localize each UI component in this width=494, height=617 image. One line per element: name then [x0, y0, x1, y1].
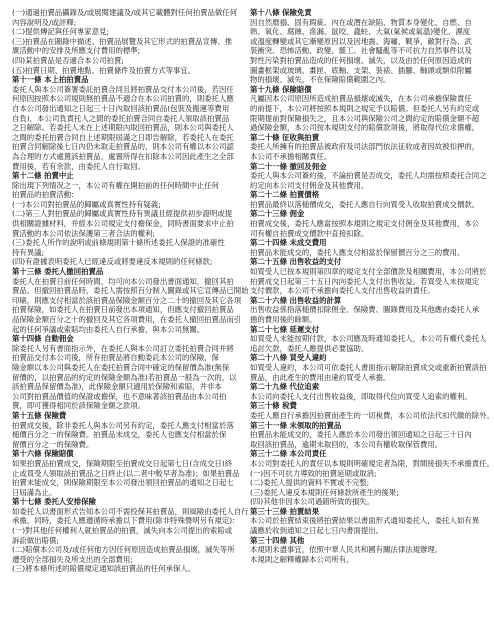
body-text-line: 本規則未盡事宜，依照中華人民共和國有關法律法規辦理。	[250, 545, 443, 555]
body-text-line: 賣品，由此產生的費用由違約買受人承擔。	[250, 372, 391, 382]
body-text-line: 槌價百分之一的保險費。拍賣品未成交，委托人也應支付相當於保	[12, 430, 227, 440]
article-heading: 第二十八條 買受人違約	[250, 353, 327, 363]
body-text-line: 本公司於拍賣結束後將拍賣結果以書面形式通知委托人，委托人如有異	[250, 516, 480, 526]
article-heading: 第三十一條 未領取的拍賣品	[250, 420, 342, 430]
article-heading: 第二十四條 未成交費用	[250, 238, 327, 248]
article-heading: 第三十二條 本公司責任	[250, 449, 327, 459]
body-text-line: 本公司向委托人支付出售收益後，即取得代位向買受人追索的權利。	[250, 391, 472, 401]
body-text-line: 議應於收到通知之日起七日內書面提出。	[250, 526, 384, 536]
body-text-line: 留價的，以拍賣品的約定的保險金額為准)若拍賣品一般為一次的，以	[12, 372, 237, 382]
left-text-column	[12, 8, 249, 574]
body-text-line: 圖畫框架或玻璃、畫匣、底軸、支架、裝裱、插腳、軸頭或類似附屬	[250, 65, 472, 75]
body-text-line: 限期提前對保險損失之，且本公司與保險公司之間約定的賠償金額不超	[250, 113, 480, 123]
body-text-line: 委托人與本公司簽署委託拍賣合同且將拍賣品交付本公司後，若因任	[12, 84, 234, 94]
body-text-line: 持有異議;	[12, 247, 45, 257]
body-text-line: 因自然磨損、固有瑕疵、內在或潛在缺陷、物質本身變化、自燃、自	[250, 17, 472, 27]
body-text-line: 拍賣品最終以落槌價成交，委托人應自行向買受人收取拍賣成交價款。	[250, 199, 480, 209]
article-heading: 第三十四條 其他	[250, 535, 305, 545]
body-text-line: 拍賣保險，如委托人在拍賣日前發出本項通知，但應支付撤回拍賣品	[12, 305, 234, 315]
body-text-line: 拍賣品未能成交的，委托人應支付相當於保留價百分之三的費用。	[250, 247, 465, 257]
body-text-line: (二)提供傳記與任何專家意見;	[12, 27, 109, 37]
body-text-line: 品保險金額百分之十的撤回及其它各項費用，在委托人撤回拍賣品而引	[12, 315, 242, 324]
body-text-line: 險金額以本公司與委托人在委托拍賣合同中確定的保留價為准(無保	[12, 362, 230, 372]
article-heading: 第二十七條 延遲支付	[250, 324, 320, 334]
body-text-line: 裝衝突、恐怖活動、政變、罷工、社會騷亂等不可抗力自然事件以及	[250, 46, 472, 56]
article-heading: 第三十條 稅費	[250, 401, 297, 411]
body-text-line: 拍賣品的拍賣活動:	[12, 190, 74, 200]
body-text-line: 遭受的全部損失及所支出的全部費用;	[12, 554, 133, 564]
body-text-line: 凡屬因本公司原因所造成拍賣品損壞或滅失，在本公司承擔保險責任	[250, 94, 472, 104]
body-text-line: 物的損壞、滅失，不在保險賠償範圍之內。	[250, 75, 391, 85]
body-text-line: (二)委托人提供的資料不實或不完整;	[250, 478, 370, 488]
article-heading: 第二十一條 撤回及佣金	[250, 161, 327, 171]
article-heading: 第十二條 拍賣中止	[12, 171, 74, 181]
body-text-line: 過保險金額，本公司按本規則支付的賠償款項後，將取得代位求償權。	[250, 123, 480, 133]
article-heading: 第二十九條 代位追索	[250, 382, 320, 392]
body-text-line: 委托人與本公司簽約後，不論拍賣是否成交，委托人均需按照委托合同之	[250, 171, 487, 181]
body-text-line: 承擔，同時，委托人應遵循時承擔以下費用(除非特殊聲明另有規定):	[12, 516, 235, 526]
article-heading: 第二十六條 出售收益的計算	[250, 295, 342, 305]
body-text-line: (一)本公司對拍賣品的歸屬或真實性持有疑義;	[12, 199, 161, 209]
body-text-line: (五)拍賣日期、拍賣地點、拍賣條件及拍賣方式等事宜。	[12, 65, 196, 75]
body-text-line: 拍賣品交付本公司後，所有拍賣品將自動委託本公司的保險，保	[12, 353, 219, 363]
body-text-line: 本公司對委托人的責任以本規則明確規定者為限，對間接損失不承擔責任。	[250, 458, 494, 468]
body-text-line: 的前提下，本公司將按照本規則之規定予以賠償。但委托人另有約定或	[250, 103, 480, 113]
body-text-line: (二)第三人對拍賣品的歸屬或真實性持有異議且經提供初步證明或提	[12, 209, 233, 219]
article-heading: 第十一條 本上拍拍賣品	[12, 75, 89, 85]
body-text-line: 取回該拍賣品，逾期未取回的，本公司有權收取保管費用。	[250, 439, 443, 449]
body-text-line: 委托人應自行承擔因拍賣而產生的一切稅費，本公司依法代扣代繳的除外。	[250, 410, 494, 420]
body-text-line: 如果拍賣品拍賣成交，保險期限至拍賣成交日起第七日(含成交日)終	[12, 458, 233, 468]
body-text-line: 留價百分之一的保險費。	[12, 439, 94, 449]
body-text-line: (四)某拍賣品是否適合本公司拍賣;	[12, 55, 124, 65]
article-heading: 第二十二條 拍賣價格	[250, 190, 320, 200]
body-text-line: (二)賠償本公司及/或任何他方因任何原因造成拍賣品損壞，滅失等所	[12, 545, 235, 555]
body-text-line: 委托人在拍賣日前任何時間，均可向本公司發出書面通知，撤回其拍	[12, 276, 234, 286]
article-heading: 第十七條 委托人安排保險	[12, 497, 96, 507]
body-text-line: 日屆滿為止。	[12, 487, 57, 497]
body-text-line: (三)將本條所述的賠償規定通知該拍賣品的任何承保人。	[12, 564, 196, 574]
body-text-line: 或溫度轉變或其它漸變原因以及因地震、海嘯、戰爭、敵對行為、武	[250, 36, 472, 46]
body-text-line: (四)有證據表明委托人已經違反或將要違反本規則的任何條款;	[12, 257, 213, 267]
body-text-line: 拍賣成交後，除非委托人與本公司另有約定，委托人應支付相當於落	[12, 420, 234, 430]
body-text-line: 如買受人已按本規則第四章的規定支付全部價款及相關費用，本公司將於	[250, 267, 487, 277]
right-text-column	[250, 8, 494, 564]
body-text-line: 之間的委托拍賣合同自上述期限屆滿之日即告解除，若委托人在委托	[12, 132, 234, 142]
body-text-line: 之日解除。若委托人未在上述期限內取回拍賣品，則本公司與委托人	[12, 123, 234, 133]
body-text-line: 該拍賣品保留價為准)，此保險金額只適用於保險和索賠，并非本	[12, 382, 222, 392]
body-text-line: 追討欠款，委托人應提供必要協助。	[250, 343, 369, 353]
body-text-line: 印刷，則應支付相當於該拍賣品保險金額百分之二十的撤回及其它各項	[12, 295, 242, 305]
body-text-line: 賣品。但撤回拍賣品時，委托人需按照百分制入圖錄或其它宣傳品已開始	[12, 286, 249, 296]
body-text-line: 供相關證據材料，并經本公司規定支付擔保金，同時書面要求中止拍	[12, 219, 234, 229]
body-text-line: (四)其他非因本公司過錯所致的損失。	[250, 497, 375, 507]
body-text-line: 拍賣合同解除後七日內仍未取走拍賣品的，則本公司有權以本公司認	[12, 142, 234, 152]
body-text-line: 訴訟做出賠償;	[12, 535, 59, 545]
body-text-line: 委托人所擁有的拍賣品被政府及司法部門依法征收或者因故被扣押的，	[250, 142, 480, 152]
body-text-line: 熱、氧化、腐蝕、滲漏、鼠咬、蟲蛀、大氣(氣候或氣溫)變化、濕度	[250, 27, 471, 37]
body-text-line: 如委托人以書面形式告知本公司不需投保其拍賣品，則風險由委托人自行	[12, 506, 249, 516]
body-text-line: 內容說明及/或評釋;	[12, 17, 77, 27]
article-heading: 第三十三條 拍賣結果	[250, 506, 320, 516]
body-text-line: (一)通過拍賣品攝錄及/或展閱建議及/或其它載體對任何拍賣品做任何	[12, 8, 238, 17]
body-text-line: 約定向本公司支付佣金及其他費用。	[250, 180, 369, 190]
body-text-line: 拍賣成交日起第三十五日內向委托人支付出售收益。若買受人未按規定	[250, 276, 480, 286]
body-text-line: 除委托人另有書面指示外，在委托人與本公司訂立委托拍賣合同并將	[12, 343, 234, 353]
body-text-line: 拍賣成交後，委托人應當按照本規則之規定支付佣金及其他費用，本公	[250, 219, 480, 229]
article-heading: 第十六條 保險賠償	[12, 449, 74, 459]
body-text-line: 拍賣品未能成交的，委托人應於本公司發出領回通知之日起三十日內	[250, 430, 472, 440]
body-text-line: (一)對其他任何權利人就拍賣品的拍賣，滅失向本公司提出的索賠或	[12, 526, 233, 536]
body-text-line: (三)委托人違反本規則任何條款所產生的後果;	[250, 487, 399, 497]
body-text-line: 除出現下列情况之一，本公司有權在開拍前的任何時間中止任何	[12, 180, 219, 190]
body-text-line: 司有權自拍賣成交價款中直接扣除。	[250, 228, 369, 238]
article-heading: 第十三條 委托人撤回拍賣品	[12, 267, 104, 277]
body-text-line: 公司對拍賣品價值的保證或擔保，也不意味著該拍賣品由本公司拍	[12, 391, 227, 401]
body-text-line: 止或買受人領取該拍賣品之日終止(以二者中較早者為准)；如果拍賣品	[12, 468, 240, 478]
body-text-line: 自本公司發出通知之日起三十日內取回該拍賣品(包裝及搬運等費用	[12, 103, 230, 113]
body-text-line: (三)委托人所作的說明或前條規則第十條所述委托人保證的准確性	[12, 238, 225, 248]
article-heading: 第二十條 征收與拍賣	[250, 132, 320, 142]
article-heading: 第十八條 保險免責	[250, 8, 312, 17]
article-heading: 第十五條 保險費	[12, 410, 67, 420]
body-text-line: 本規則之解釋權歸本公司所有。	[250, 554, 354, 564]
body-text-line: (一)因不可抗力導致的拍賣延期或取消;	[250, 468, 377, 478]
body-text-line: 起的任何爭議或索賠均由委托人自行承擔，與本公司無關。	[12, 324, 205, 334]
body-text-line: 廣活動中的安排及所應支付費用的標準;	[12, 46, 141, 56]
body-text-line: 賣活動的本公司依法保護第三者合法的權利;	[12, 228, 155, 238]
body-text-line: 拍賣未能成交，則保險期限至本公司發出領回拍賣品的通知之日起七	[12, 478, 234, 488]
body-text-line: 本公司不承擔相關責任。	[250, 151, 332, 161]
article-heading: 第十四條 自動佣金	[12, 334, 74, 344]
body-text-line: (三)拍賣品在圖錄中描述、拍賣品展覽及其它形式的拍賣品宣傳、推	[12, 36, 233, 46]
body-text-line: 費用後，若有余款，由委托人自行取回。	[12, 161, 146, 171]
body-text-line: 支付價款，本公司不承擔向委托人支付出售收益的責任。	[250, 286, 435, 296]
body-text-line: 出售收益係指落槌價扣除佣金、保險費、圖錄費用及其他應由委托人承	[250, 305, 480, 315]
body-text-line: 擔的費用後的餘額。	[250, 315, 317, 324]
article-heading: 第二十三條 佣金	[250, 209, 305, 219]
body-text-line: 如買受人違約，本公司可依委托人書面指示解除拍賣成交或重新拍賣該拍	[250, 362, 487, 372]
body-text-line: 賣，即可獲得相同於該保險金額之款項。	[12, 401, 146, 411]
body-text-line: 自負)，本公司負責托人之間的委托拍賣合同自委托人領取該拍賣品	[12, 113, 230, 123]
article-heading: 第二十五條 出售收益的支付	[250, 257, 342, 267]
body-text-line: 對性污染對拍賣品造成的任何損壞、滅失，以及由於任何原因造成的	[250, 55, 472, 65]
body-text-line: 何原因按照本公司規則無拍賣品不適合在本公司拍賣的，則委托人應	[12, 94, 234, 104]
article-heading: 第十九條 保險賠償	[250, 84, 312, 94]
body-text-line: 為合理的方式處置該拍賣品，處置所得在扣除本公司因此產生之全部	[12, 151, 234, 161]
body-text-line: 如買受人未能按期付款，本公司應及時通知委托人，本公司有權代委托人	[250, 334, 487, 344]
